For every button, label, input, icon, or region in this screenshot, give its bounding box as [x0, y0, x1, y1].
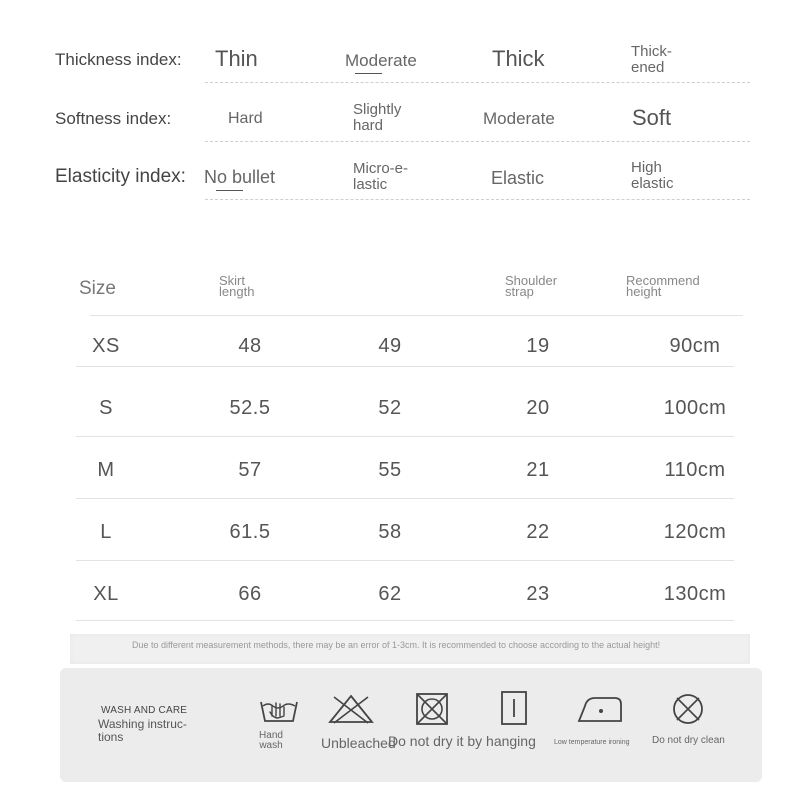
cell-skirt-length: 66 — [238, 583, 262, 605]
elasticity-option-micro-elastic: Micro-e- lastic — [353, 160, 408, 193]
row-divider — [76, 436, 734, 437]
do-not-bleach-icon — [328, 694, 374, 724]
cell-column-3: 52 — [378, 397, 402, 419]
cell-column-3: 55 — [378, 459, 402, 481]
cell-shoulder-strap: 19 — [526, 335, 550, 357]
elasticity-index-label: Elasticity index: — [55, 166, 186, 187]
cell-size: S — [99, 397, 113, 419]
elasticity-selected-marker — [216, 190, 243, 191]
header-recommend-height: Recommend height — [626, 273, 700, 299]
row-divider — [76, 366, 734, 367]
thickness-option-thin: Thin — [215, 46, 258, 71]
wash-care-subtitle: Washing instruc- tions — [98, 717, 187, 744]
do-not-bleach-label: Unbleached — [321, 735, 396, 751]
cell-column-3: 62 — [378, 583, 402, 605]
softness-option-moderate: Moderate — [483, 109, 555, 128]
cell-size: M — [97, 459, 115, 481]
softness-option-soft: Soft — [632, 105, 672, 130]
divider — [205, 199, 750, 200]
iron-label: Low temperature ironing — [554, 739, 630, 746]
thickness-selected-marker — [355, 73, 382, 74]
iron-icon — [577, 694, 623, 724]
cell-shoulder-strap: 23 — [526, 583, 550, 605]
hand-wash-icon — [258, 694, 300, 724]
header-skirt-length: Skirt length — [219, 273, 255, 299]
cell-size: L — [100, 521, 112, 543]
header-shoulder-strap: Shoulder strap — [505, 273, 558, 299]
cell-skirt-length: 48 — [238, 335, 262, 357]
softness-option-hard: Hard — [228, 110, 263, 127]
cell-skirt-length: 61.5 — [229, 521, 271, 543]
wash-care-panel — [60, 668, 762, 782]
elasticity-option-high-elastic: High elastic — [631, 159, 674, 192]
divider — [205, 82, 750, 83]
elasticity-option-elastic: Elastic — [491, 168, 545, 188]
row-divider — [76, 620, 734, 621]
measurement-note — [70, 634, 750, 664]
cell-skirt-length: 52.5 — [229, 397, 271, 419]
do-not-tumble-dry-icon — [415, 692, 449, 726]
do-not-dry-clean-label: Do not dry clean — [652, 735, 725, 746]
thickness-option-thickened: Thick- ened — [631, 43, 672, 76]
cell-recommend-height: 100cm — [663, 397, 727, 419]
line-dry-icon — [500, 690, 528, 726]
header-size: Size — [79, 278, 116, 299]
cell-size: XS — [92, 335, 120, 357]
hand-wash-label: Hand wash — [259, 730, 283, 751]
do-not-tumble-dry-label: Do not dry it by hanging — [388, 733, 536, 749]
cell-column-3: 58 — [378, 521, 402, 543]
do-not-dry-clean-icon — [671, 692, 705, 726]
softness-option-slightly-hard: Slightly hard — [353, 101, 402, 134]
thickness-index-label: Thickness index: — [55, 50, 182, 69]
softness-index-label: Softness index: — [55, 109, 172, 128]
row-divider — [76, 560, 734, 561]
thickness-option-moderate: Moderate — [345, 51, 417, 70]
cell-column-3: 49 — [378, 335, 402, 357]
cell-size: XL — [93, 583, 119, 605]
thickness-option-thick: Thick — [492, 46, 545, 71]
cell-recommend-height: 110cm — [664, 459, 726, 481]
cell-shoulder-strap: 21 — [526, 459, 550, 481]
row-divider — [90, 315, 743, 316]
row-divider — [76, 498, 734, 499]
divider — [205, 141, 750, 142]
elasticity-option-no-bullet: No bullet — [204, 167, 276, 187]
cell-shoulder-strap: 20 — [526, 397, 550, 419]
cell-recommend-height: 130cm — [663, 583, 727, 605]
cell-skirt-length: 57 — [238, 459, 262, 481]
wash-care-title: WASH AND CARE — [101, 705, 188, 716]
cell-recommend-height: 120cm — [663, 521, 727, 543]
cell-shoulder-strap: 22 — [526, 521, 550, 543]
cell-recommend-height: 90cm — [669, 335, 721, 357]
measurement-note-text: Due to different measurement methods, there may be an error of 1-3cm. It is recommended to choose according to the actual height! — [132, 640, 661, 650]
